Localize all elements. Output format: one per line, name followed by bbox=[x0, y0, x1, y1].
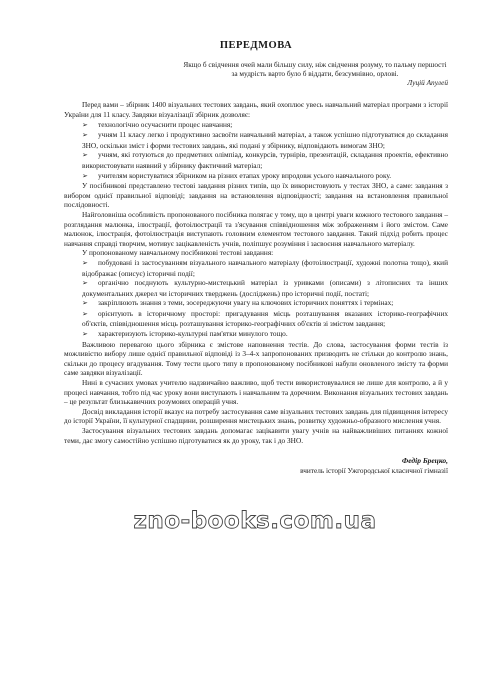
author-role: вчитель історії Ужгородської класичної гімназії bbox=[300, 466, 448, 476]
author-signature: Федір Брецко, bbox=[401, 456, 448, 466]
list-item: ➢ учням, які готуються до предметних олімпіад, конкурсів, турнірів, презентацій, складання проектів, ефективно використовувати наявний у збірнику фактичний матеріал; bbox=[82, 150, 448, 170]
arrow-bullet-icon: ➢ bbox=[82, 131, 88, 140]
arrow-bullet-icon: ➢ bbox=[82, 330, 88, 339]
paragraph: Найголовніша особливість пропонованого посібника полягає у тому, що в центрі уваги кожного тестового завдання – розглядання малюнка, ілюстрації, фотоілюстрації та з'ясування співвідношення між зображенням і його змістом. Саме малюнок, ілюстрація, фотоілюстрація виступають головним елементом тестового завдання. Такий підхід робить процес навчання справді творчим, мотивує зацікавленість учнів, поліпшує розуміння і засвоєння навчального матеріалу. bbox=[64, 209, 448, 248]
list-item: ➢ орієнтують в історичному просторі: пригадування місць розташування вказаних історико-географічних об'єктів, співвідношення місць розташування історико-географічних об'єктів зі змістом завдання; bbox=[82, 308, 448, 329]
paragraph: У пропонованому навчальному посібникові тестові завдання: bbox=[82, 248, 274, 258]
watermark: zno-books.com.ua bbox=[133, 508, 377, 534]
body-text bbox=[64, 100, 448, 445]
paragraph: У посібникові представлено тестові завдання різних типів, що їх використовують у тестах ЗНО, а саме: завдання з вибором однієї правильної відповіді; завдання на встановлення відповідності; завдання на встановлення правильної послідовності. bbox=[64, 181, 448, 210]
paragraph: Нині в сучасних умовах учителю надзвичайно важливо, щоб тести використовувалися не лише для контролю, а й у процесі навчання, тобто під час уроку вони виступають і навчальним та доречним. Виконання візуальних тестових завдань – це результат близькавичних розумових операцій учня. bbox=[64, 378, 448, 407]
page-title: ПЕРЕДМОВА bbox=[219, 40, 293, 51]
list-item: ➢ учням 11 класу легко і продуктивно засвоїти навчальний матеріал, а також успішно підготуватися до складання ЗНО, оскільки зміст і форми тестових завдань, які подані у збірнику, відповідають вимогам ЗНО; bbox=[82, 130, 448, 150]
paragraph: Застосування візуальних тестових завдань допомагає зацікавити увагу учнів на найважливіших питаннях кожної теми, дає змогу самостійно успішно підготуватися як до уроку, так і до ЗНО. bbox=[64, 426, 448, 445]
arrow-bullet-icon: ➢ bbox=[82, 258, 88, 267]
list-item: ➢ закріплюють знання з теми, зосереджуючи увагу на ключових історичних поняттях і термінах; bbox=[82, 298, 394, 308]
paragraph: Досвід викладання історії вказує на потребу застосування саме візуальних тестових завдань для підвищення інтересу до історії України, її культурної спадщини, розширення мистецьких знань, розвитку художньо-образного мислення учня. bbox=[64, 406, 448, 426]
list-item: ➢ характеризують історико-культурні пам'ятки минулого тощо. bbox=[82, 329, 288, 339]
arrow-bullet-icon: ➢ bbox=[82, 171, 88, 180]
arrow-bullet-icon: ➢ bbox=[82, 279, 88, 288]
list-item: ➢ побудовані із застосуванням візуального навчального матеріалу (фотоілюстрації, художні полотна тощо), який відображає (описує) історичні події; bbox=[82, 257, 448, 278]
paragraph: Перед вами – збірник 1400 візуальних тестових завдань, який охоплює увесь навчальний матеріал програми з історії України для 11 класу. Завдяки візуалізації збірник дозволяє: bbox=[64, 100, 448, 119]
list-item: ➢ органічно поєднують культурно-мистецький матеріал із уривками (описами) з літописних та інших документальних джерел чи історичних тверджень (досліджень) про історичні події, постаті; bbox=[82, 278, 448, 298]
epigraph-quote: Якщо б свідчення очей мали більшу силу, ніж свідчення розуму, то пальму першості за мудрість варто було б віддати, безсумнівно, орлові. bbox=[183, 60, 447, 79]
arrow-bullet-icon: ➢ bbox=[82, 299, 88, 308]
list-item: ➢ технологічно осучаснити процес навчання; bbox=[82, 119, 233, 129]
preface-page bbox=[64, 40, 448, 476]
arrow-bullet-icon: ➢ bbox=[82, 309, 88, 318]
arrow-bullet-icon: ➢ bbox=[82, 120, 88, 129]
list-item: ➢ учителям користуватися збірником на різних етапах уроку впродовж усього навчального року. bbox=[82, 170, 392, 180]
arrow-bullet-icon: ➢ bbox=[82, 151, 88, 160]
epigraph-author: Луцій Апулей bbox=[407, 78, 448, 88]
paragraph: Важливою перевагою цього збірника є змістове наповнення тестів. До слова, застосування форми тестів із можливістю вибору лише однієї правильної відповіді із 3–4-х запропонованих призводить не стільки до контролю знань, скільки до процесу вгадування. Тому тести цього типу в пропонованому посібникові набули оновленого змісту та форми саме завдяки візуалізації. bbox=[64, 339, 448, 378]
